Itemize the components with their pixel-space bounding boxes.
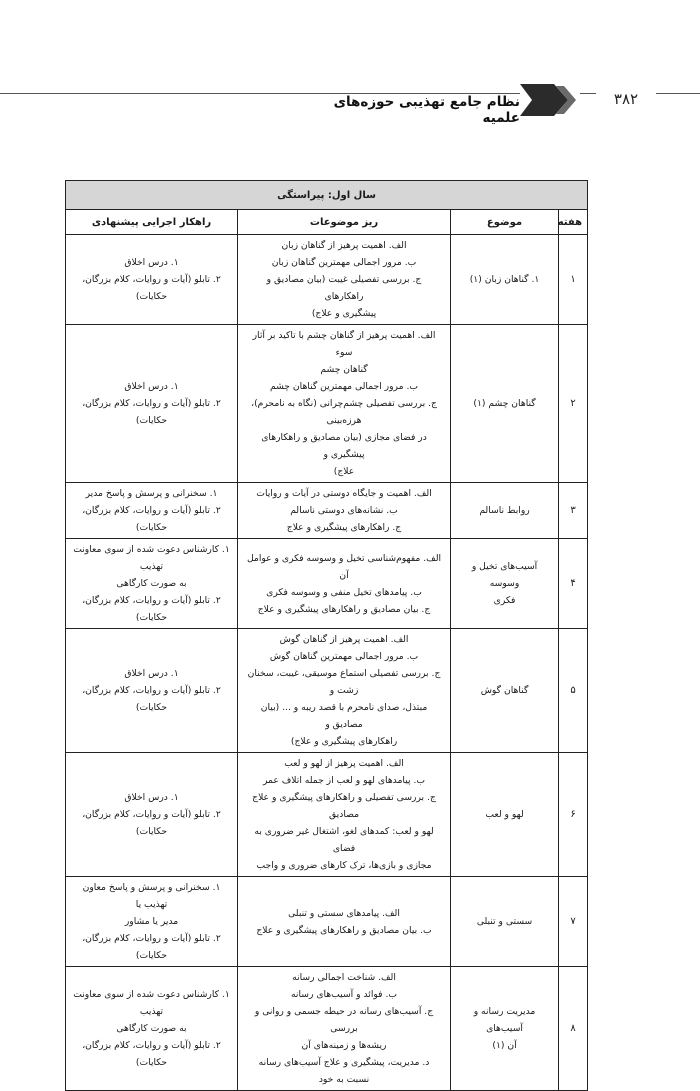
actions-cell	[66, 235, 238, 325]
table-row	[66, 753, 588, 877]
column-header-subtopics: ریز موضوعات	[238, 210, 451, 235]
week-cell: ۲	[559, 325, 588, 483]
actions-cell	[66, 967, 238, 1091]
subtopics-cell	[238, 325, 451, 483]
column-header-actions: راهکار اجرایی پیشنهادی	[66, 210, 238, 235]
subtopics-cell-line: ج. راهکارهای پیشگیری و علاج	[286, 522, 402, 533]
actions-cell-line: ۱. درس اخلاق	[124, 668, 179, 679]
subtopics-cell-line: ج. بررسی تفصیلی استماع موسیقی، غیبت، سخنان زشت و	[247, 668, 441, 696]
table-row	[66, 539, 588, 629]
week-cell: ۵	[559, 629, 588, 753]
topic-cell-line: ۱. گناهان زبان (۱)	[469, 274, 540, 285]
subtopics-cell	[238, 539, 451, 629]
actions-cell-line: ۲. تابلو (آیات و روایات، کلام بزرگان، حکایات)	[82, 809, 221, 837]
subtopics-cell-line: الف. مفهوم‌شناسی تخیل و وسوسه فکری و عوامل آن	[246, 552, 442, 581]
topic-cell-line: فکری	[493, 595, 516, 606]
topic-cell	[451, 483, 559, 539]
subtopics-cell	[238, 235, 451, 325]
table-body	[66, 235, 588, 1091]
subtopics-cell-line: ب. نشانه‌های دوستی ناسالم	[290, 505, 398, 516]
week-cell: ۱	[559, 235, 588, 325]
subtopics-cell-line: ب. مرور اجمالی مهمترین گناهان چشم	[270, 381, 419, 392]
column-header-topic: موضوع	[451, 210, 559, 235]
table-title: سال اول: پیراستگی	[66, 181, 588, 210]
subtopics-cell	[238, 629, 451, 753]
subtopics-cell	[238, 877, 451, 967]
week-cell: ۳	[559, 483, 588, 539]
table-row	[66, 877, 588, 967]
subtopics-cell-line: ریشه‌ها و زمینه‌های آن	[301, 1040, 387, 1051]
subtopics-cell	[238, 967, 451, 1091]
actions-cell	[66, 877, 238, 967]
subtopics-cell-line: الف. اهمیت پرهیز از گناهان چشم با تاکید بر آثار سوء	[252, 330, 436, 358]
subtopics-cell-line: ج. بیان مصادیق و راهکارهای پیشگیری و علاج	[257, 603, 431, 615]
actions-cell-line: ۲. تابلو (آیات و روایات، کلام بزرگان، حکایات)	[82, 1040, 221, 1068]
curriculum-table	[65, 180, 588, 1091]
topic-cell-line: روابط ناسالم	[479, 505, 530, 516]
actions-cell	[66, 629, 238, 753]
actions-cell-line: ۲. تابلو (آیات و روایات، کلام بزرگان، حکایات)	[82, 933, 221, 961]
subtopics-cell-line: مجازی و بازی‌ها، ترک کارهای ضروری و واجب	[256, 860, 432, 871]
subtopics-cell	[238, 753, 451, 877]
actions-cell-line: ۲. تابلو (آیات و روایات، کلام بزرگان، حکایات)	[82, 595, 221, 623]
topic-cell-line: گناهان گوش	[480, 685, 529, 696]
subtopics-cell-line: پیشگیری و علاج)	[311, 308, 377, 319]
topic-cell-line: گناهان چشم (۱)	[473, 398, 536, 409]
topic-cell	[451, 877, 559, 967]
topic-cell-line: سستی و تنبلی	[476, 916, 533, 927]
table-row	[66, 235, 588, 325]
week-cell: ۴	[559, 539, 588, 629]
subtopics-cell-line: ج. بررسی تفصیلی چشم‌چرانی (نگاه به نامحرم)، هرزه‌بینی	[251, 398, 437, 426]
actions-cell	[66, 753, 238, 877]
actions-cell-line: ۱. سخنرانی و پرسش و پاسخ معاون تهذیب یا	[82, 882, 221, 910]
running-title: نظام جامع تهذیبی حوزه‌های علمیه	[333, 94, 520, 126]
subtopics-cell-line: راهکارهای پیشگیری و علاج)	[290, 736, 398, 747]
subtopics-cell-line: ب. پیامدهای تخیل منفی و وسوسه فکری	[266, 586, 422, 598]
subtopics-cell-line: الف. اهمیت و جایگاه دوستی در آیات و روایات	[256, 488, 432, 499]
subtopics-cell-line: ب. مرور اجمالی مهمترین گناهان زبان	[271, 257, 417, 268]
topic-cell	[451, 753, 559, 877]
week-cell: ۷	[559, 877, 588, 967]
actions-cell-line: ۱. درس اخلاق	[124, 257, 179, 268]
actions-cell	[66, 325, 238, 483]
actions-cell-line: به صورت کارگاهی	[116, 578, 187, 589]
actions-cell-line: ۱. سخنرانی و پرسش و پاسخ مدیر	[85, 488, 218, 499]
subtopics-cell-line: گناهان چشم	[320, 364, 368, 375]
actions-cell-line: ۱. درس اخلاق	[124, 792, 179, 803]
topic-cell-line: آن (۱)	[492, 1040, 517, 1051]
subtopics-cell-line: مبتذل، صدای نامحرم با قصد ریبه و ... (بیان مصادیق و	[260, 702, 428, 730]
header-chevron-icon	[520, 84, 580, 116]
page-number: ۳۸۲	[596, 90, 656, 108]
topic-cell-line: مدیریت رسانه و آسیب‌های	[473, 1006, 536, 1034]
subtopics-cell-line: علاج)	[333, 466, 355, 477]
actions-cell-line: مدیر یا مشاور	[124, 916, 179, 927]
actions-cell-line: ۱. کارشناس دعوت شده از سوی معاونت تهذیب	[73, 544, 230, 572]
subtopics-cell-line: ب. پیامدهای لهو و لعب از جمله اتلاف عمر	[262, 775, 426, 786]
subtopics-cell-line: ج. آسیب‌های رسانه در حیطه جسمی و روانی و بررسی	[254, 1006, 434, 1034]
actions-cell-line: ۲. تابلو (آیات و روایات، کلام بزرگان، حکایات)	[82, 274, 221, 302]
subtopics-cell	[238, 483, 451, 539]
actions-cell-line: ۲. تابلو (آیات و روایات، کلام بزرگان، حکایات)	[82, 505, 221, 533]
subtopics-cell-line: الف. اهمیت پرهیز از گناهان زبان	[281, 240, 407, 251]
topic-cell	[451, 629, 559, 753]
table-row	[66, 483, 588, 539]
actions-cell-line: به صورت کارگاهی	[116, 1023, 187, 1034]
column-header-week: هفته	[559, 210, 588, 235]
table-row	[66, 967, 588, 1091]
table-row	[66, 325, 588, 483]
week-cell: ۶	[559, 753, 588, 877]
topic-cell-line: آسیب‌های تخیل و وسوسه	[471, 561, 538, 589]
subtopics-cell-line: الف. اهمیت پرهیز از گناهان گوش	[279, 634, 409, 645]
actions-cell	[66, 483, 238, 539]
subtopics-cell-line: ب. مرور اجمالی مهمترین گناهان گوش	[269, 651, 419, 662]
subtopics-cell-line: الف. اهمیت پرهیز از لهو و لعب	[284, 758, 404, 769]
topic-cell	[451, 539, 559, 629]
subtopics-cell-line: ب. فوائد و آسیب‌های رسانه	[290, 989, 398, 1000]
subtopics-cell-line: در فضای مجازی (بیان مصادیق و راهکارهای پیشگیری و	[261, 432, 427, 460]
table-row	[66, 629, 588, 753]
subtopics-cell-line: الف. شناخت اجمالی رسانه	[292, 972, 396, 983]
topic-cell	[451, 325, 559, 483]
actions-cell-line: ۲. تابلو (آیات و روایات، کلام بزرگان، حکایات)	[82, 685, 221, 713]
week-cell: ۸	[559, 967, 588, 1091]
subtopics-cell-line: الف. پیامدهای سستی و تنبلی	[288, 907, 400, 919]
topic-cell-line: لهو و لعب	[485, 809, 524, 820]
subtopics-cell-line: لهو و لعب: کمدهای لغو، اشتغال غیر ضروری به فضای	[254, 826, 434, 854]
subtopics-cell-line: د. مدیریت، پیشگیری و علاج آسیب‌های رسانه نسبت به خود	[258, 1057, 430, 1085]
actions-cell-line: ۱. کارشناس دعوت شده از سوی معاونت تهذیب	[73, 989, 230, 1017]
topic-cell	[451, 967, 559, 1091]
actions-cell	[66, 539, 238, 629]
subtopics-cell-line: ب. بیان مصادیق و راهکارهای پیشگیری و علاج	[256, 924, 432, 936]
subtopics-cell-line: ج. بررسی تفصیلی و راهکارهای پیشگیری و علاج مصادیق	[252, 792, 436, 820]
subtopics-cell-line: ج. بررسی تفصیلی غیبت (بیان مصادیق و راهکارهای	[266, 274, 422, 302]
topic-cell	[451, 235, 559, 325]
actions-cell-line: ۱. درس اخلاق	[124, 381, 179, 392]
actions-cell-line: ۲. تابلو (آیات و روایات، کلام بزرگان، حکایات)	[82, 398, 221, 426]
